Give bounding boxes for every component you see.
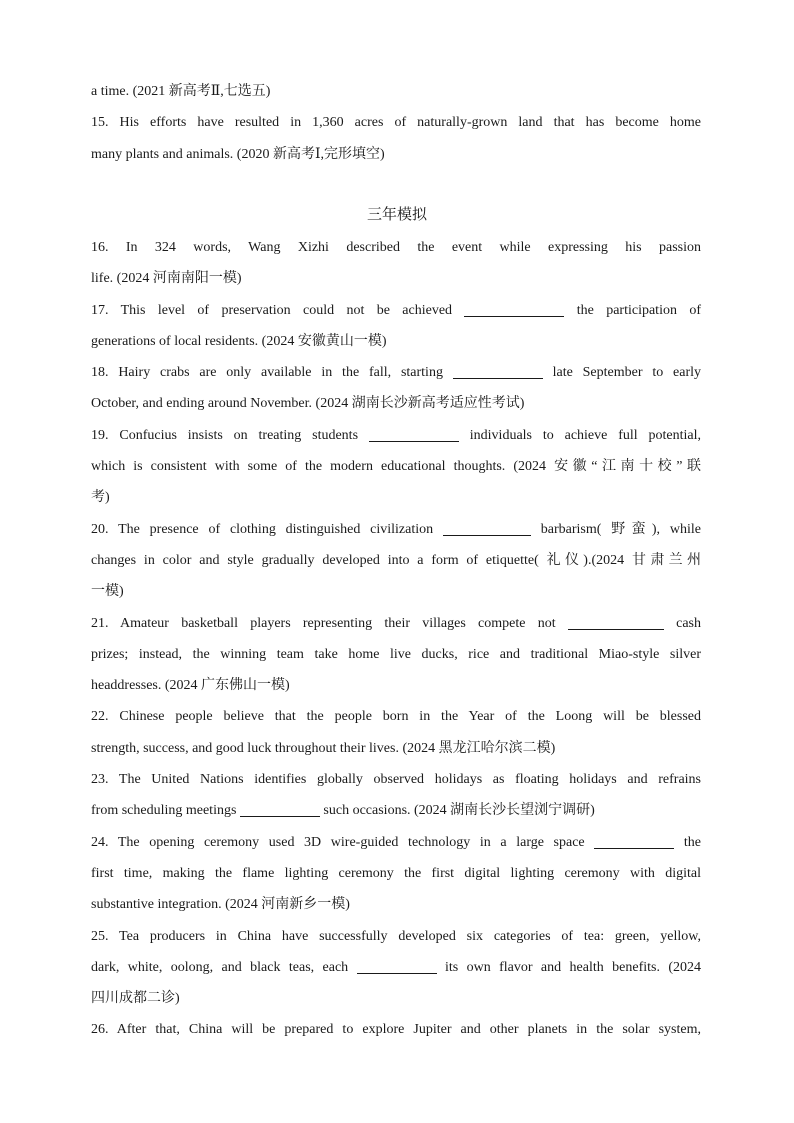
text-line	[91, 608, 701, 639]
answer-blank[interactable]	[443, 521, 531, 536]
text-line	[91, 420, 701, 451]
text-line: 22. Chinese people believe that the people born in the Year of the Loong will be blessed	[91, 709, 701, 725]
question-19	[91, 420, 701, 514]
question-text: cash	[676, 615, 701, 631]
text-line: 15. His efforts have resulted in 1,360 acres of naturally-grown land that has become home	[91, 115, 701, 131]
text-line: generations of local residents. (2024 安徽黄山一模)	[91, 333, 387, 349]
text-line: changes in color and style gradually developed into a form of etiquette( 礼仪).(2024 甘肃兰州	[91, 552, 701, 568]
text-line: strength, success, and good luck throughout their lives. (2024 黑龙江哈尔滨二模)	[91, 740, 556, 756]
answer-blank[interactable]	[369, 427, 459, 442]
answer-blank[interactable]	[357, 959, 437, 974]
text-line: substantive integration. (2024 河南新乡一模)	[91, 897, 350, 913]
answer-blank[interactable]	[240, 802, 320, 817]
text-line: 16. In 324 words, Wang Xizhi described the event while expressing his passion	[91, 240, 701, 255]
question-text: late September to early	[552, 365, 702, 381]
text-line: 四川成都二诊)	[91, 991, 180, 1007]
question-text: the	[683, 834, 702, 850]
question-16	[91, 232, 701, 295]
question-20	[91, 514, 701, 608]
section-heading: 三年模拟	[366, 207, 427, 223]
text-line: a time. (2021 新高考Ⅱ,七选五)	[91, 84, 271, 99]
text-line	[91, 295, 701, 326]
section-previous-items	[91, 76, 701, 170]
question-text: its own flavor and health benefits. (2024	[444, 959, 702, 975]
question-21	[91, 608, 701, 702]
question-list	[91, 232, 701, 1046]
text-line: 26. After that, China will be prepared to explore Jupiter and other planets in the solar system,	[91, 1022, 701, 1038]
text-line: which is consistent with some of the modern educational thoughts. (2024 安徽“江南十校”联	[91, 459, 701, 475]
question-24	[91, 827, 701, 921]
question-text: from scheduling meetings	[91, 803, 237, 819]
question-text: 20. The presence of clothing distinguished civilization	[91, 521, 434, 537]
answer-blank[interactable]	[594, 834, 674, 849]
question-text: 18. Hairy crabs are only available in the fall, starting	[91, 365, 443, 381]
text-line: 25. Tea producers in China have successfully developed six categories of tea: green, yellow,	[91, 928, 701, 944]
question-text: individuals to achieve full potential,	[469, 427, 702, 443]
question-text: 19. Confucius insists on treating students	[91, 427, 359, 443]
text-line: first time, making the flame lighting ceremony the first digital lighting ceremony with digital	[91, 865, 701, 881]
question-25	[91, 921, 701, 1015]
question-18	[91, 357, 701, 420]
text-line: headdresses. (2024 广东佛山一模)	[91, 678, 290, 694]
answer-blank[interactable]	[453, 364, 543, 379]
question-text: 24. The opening ceremony used 3D wire-guided technology in a large space	[91, 834, 585, 850]
question-text: such occasions. (2024 湖南长沙长望浏宁调研)	[323, 803, 595, 819]
text-line: 23. The United Nations identifies globally observed holidays as floating holidays and refrains	[91, 772, 701, 788]
answer-blank[interactable]	[568, 615, 664, 630]
text-line	[91, 827, 701, 858]
question-text: the participation of	[576, 302, 701, 318]
text-line	[91, 795, 701, 826]
question-text: 17. This level of preservation could not be achieved	[91, 302, 453, 318]
question-text: dark, white, oolong, and black teas, each	[91, 959, 349, 975]
text-line: 一模)	[91, 584, 124, 600]
answer-blank[interactable]	[464, 302, 564, 317]
question-23	[91, 764, 701, 827]
text-line: many plants and animals. (2020 新高考Ⅰ,完形填空)	[91, 146, 385, 162]
text-line: October, and ending around November. (2024 湖南长沙新高考适应性考试)	[91, 396, 525, 412]
text-line	[91, 514, 701, 545]
text-line: 考)	[91, 490, 110, 506]
question-text: barbarism( 野蛮), while	[540, 521, 701, 537]
text-line	[91, 952, 701, 983]
question-22	[91, 701, 701, 764]
question-17	[91, 295, 701, 358]
text-line: prizes; instead, the winning team take home live ducks, rice and traditional Miao-style silver	[91, 646, 701, 662]
text-line: life. (2024 河南南阳一模)	[91, 271, 242, 287]
question-26	[91, 1014, 701, 1045]
question-text: 21. Amateur basketball players representing their villages compete not	[91, 615, 556, 631]
text-line	[91, 357, 701, 388]
